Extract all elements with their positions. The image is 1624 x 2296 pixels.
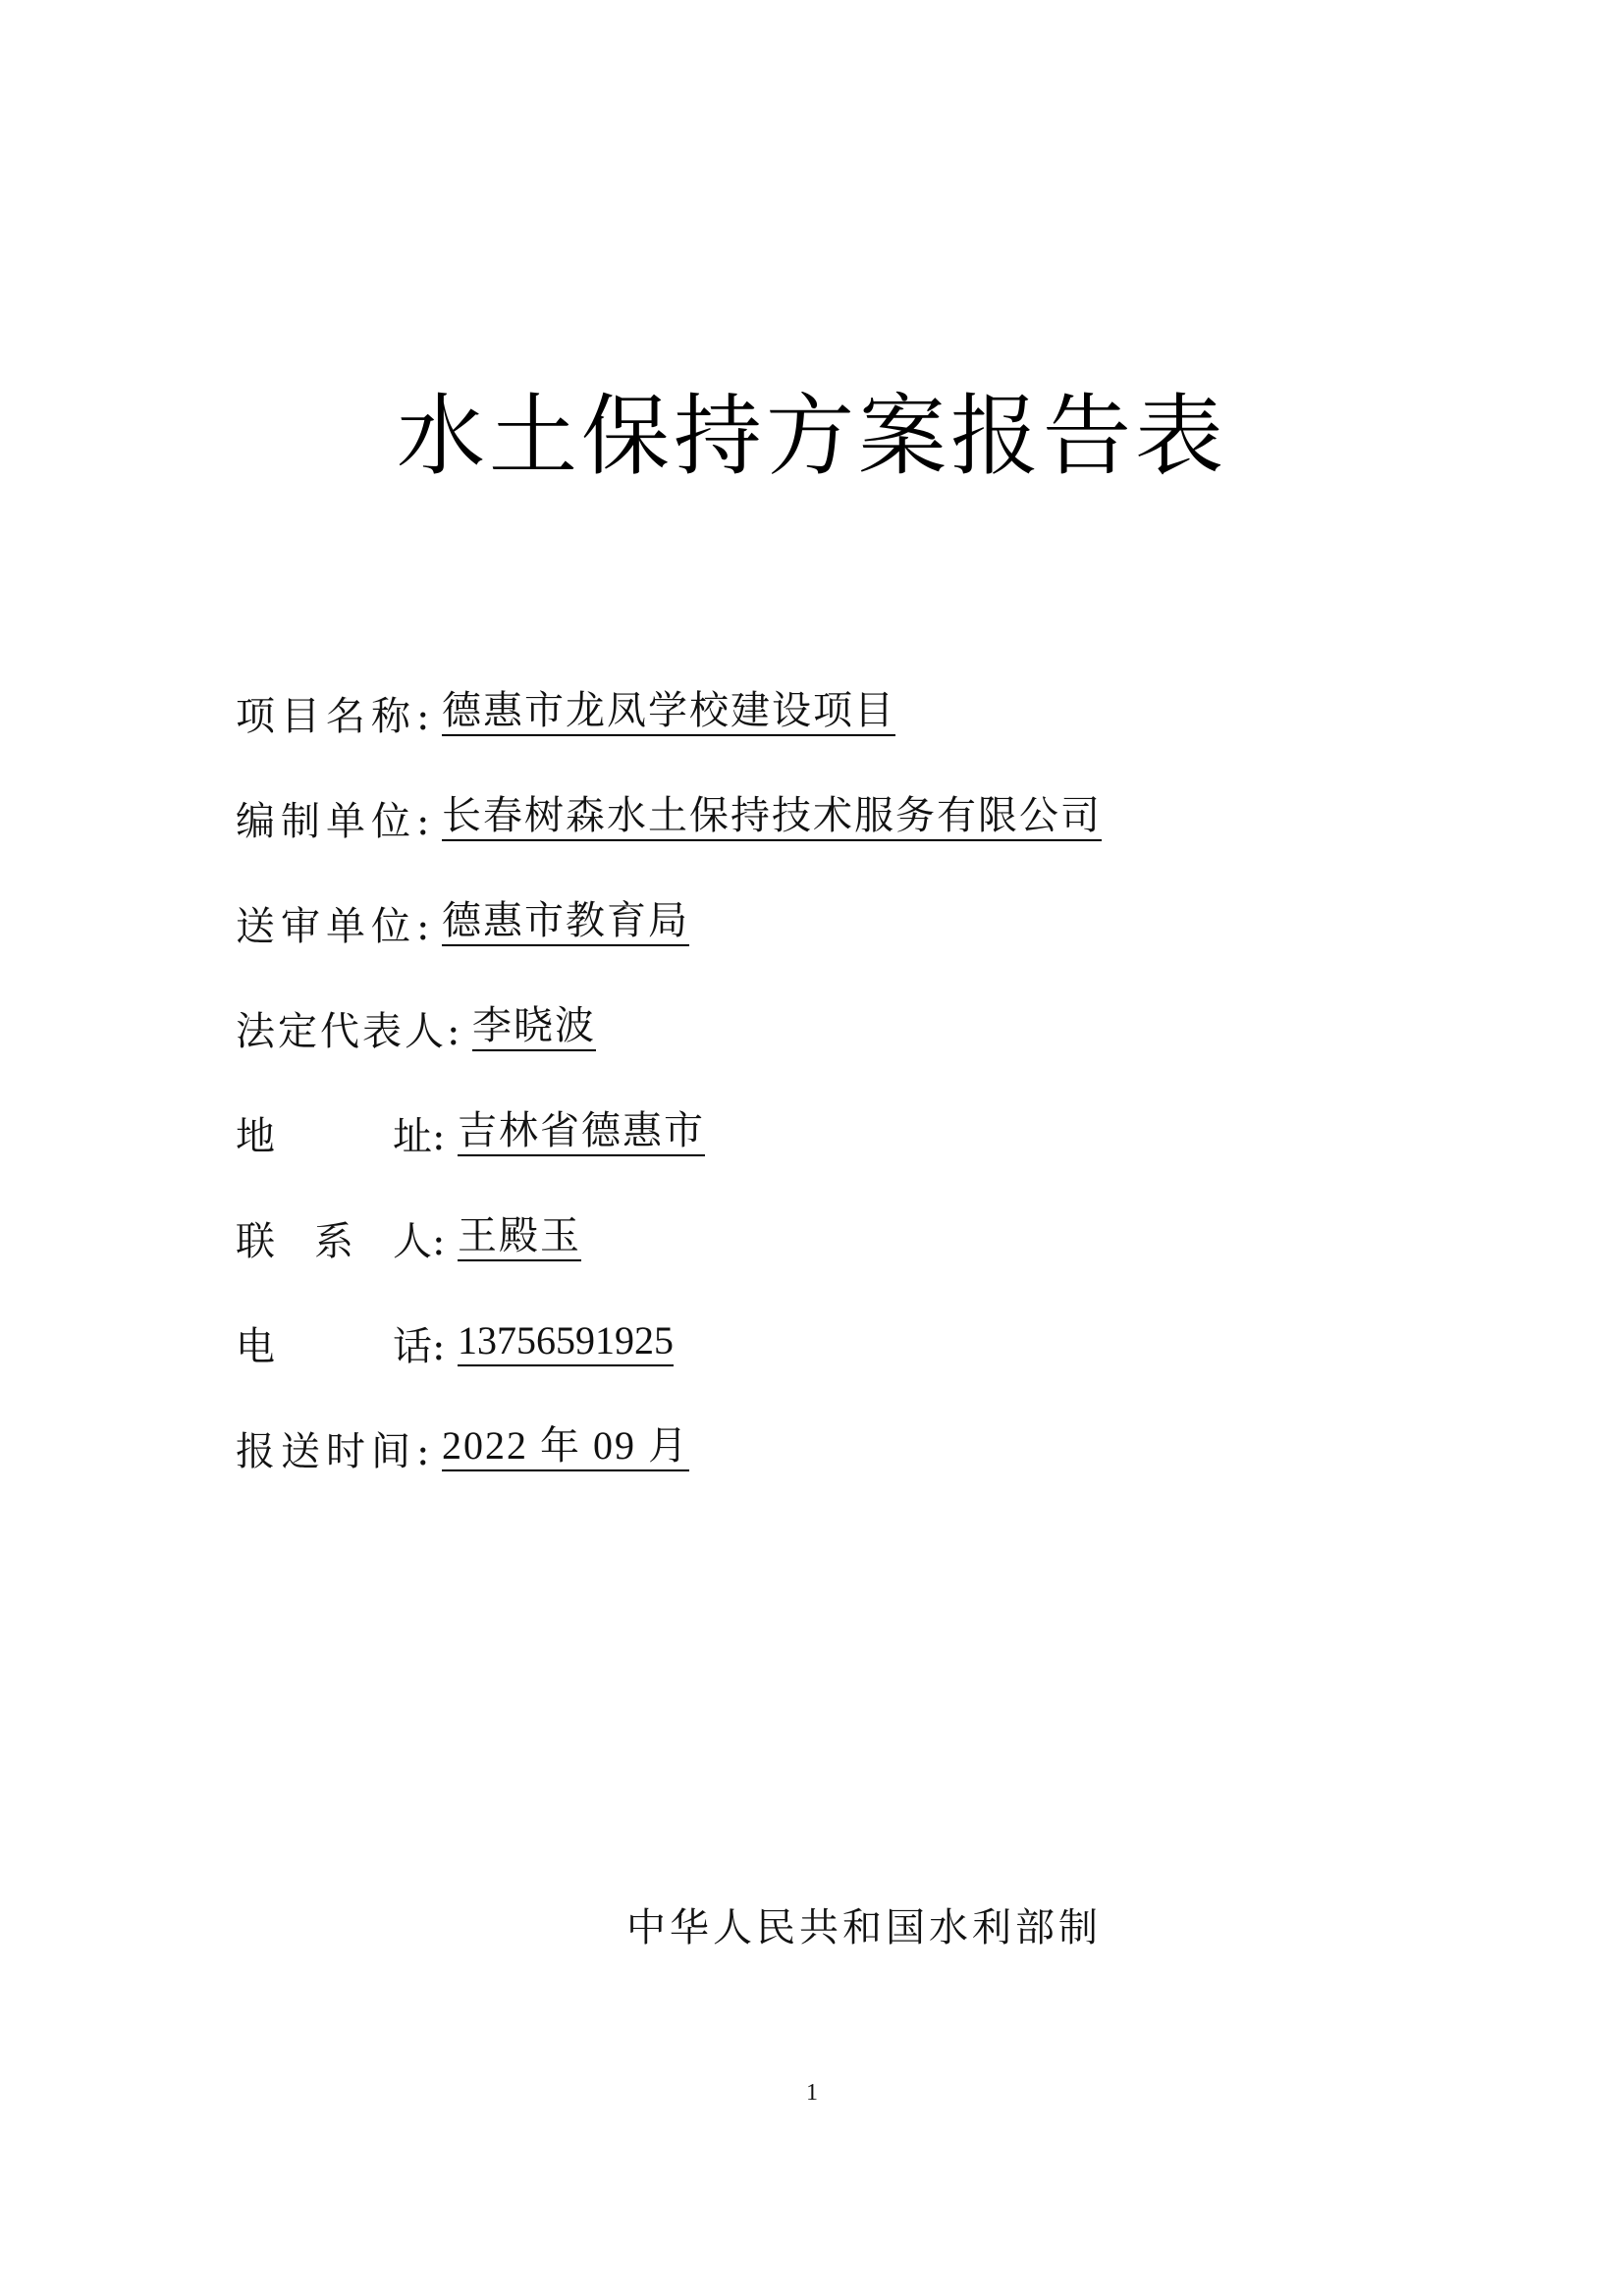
field-date [236, 1413, 689, 1474]
field-value: 13756591925 [458, 1321, 674, 1366]
document-title: 水土保持方案报告表 [397, 385, 1227, 488]
field-colon: : [416, 904, 430, 949]
field-colon: : [416, 1429, 430, 1474]
field-value: 德惠市教育局 [442, 901, 689, 946]
label-char: 系 [314, 1219, 353, 1264]
page-number: 1 [806, 2080, 818, 2106]
label-char: 址 [393, 1114, 432, 1159]
field-label: 法定代表人 [236, 1009, 447, 1054]
label-char: 话 [393, 1324, 432, 1369]
field-value: 德惠市龙凤学校建设项目 [442, 691, 895, 736]
field-label [236, 1114, 432, 1159]
field-value: 2022 年 09 月 [442, 1426, 689, 1471]
field-value: 王殿玉 [458, 1216, 581, 1261]
field-label: 编制单位 [236, 799, 416, 844]
field-label: 报送时间 [236, 1429, 416, 1474]
field-submitter [236, 887, 689, 949]
field-label: 送审单位 [236, 904, 416, 949]
field-colon: : [447, 1009, 460, 1054]
field-legal-rep [236, 992, 596, 1054]
field-colon: : [432, 1219, 446, 1264]
field-compiler [236, 782, 1102, 844]
label-char: 地 [236, 1114, 275, 1159]
field-value: 李晓波 [472, 1006, 596, 1051]
field-colon: : [416, 799, 430, 844]
field-colon: : [416, 694, 430, 739]
issuing-authority: 中华人民共和国水利部制 [626, 1905, 1102, 1950]
field-colon: : [432, 1324, 446, 1369]
field-phone [236, 1308, 674, 1369]
field-address [236, 1097, 705, 1159]
field-contact [236, 1202, 581, 1264]
label-char: 联 [236, 1219, 275, 1264]
field-value: 吉林省德惠市 [458, 1111, 705, 1156]
label-char: 人 [393, 1219, 432, 1264]
label-char: 电 [236, 1324, 275, 1369]
field-value: 长春树森水土保持技术服务有限公司 [442, 796, 1102, 841]
field-label: 项目名称 [236, 694, 416, 739]
field-project-name [236, 677, 895, 739]
field-label [236, 1219, 432, 1264]
field-label [236, 1324, 432, 1369]
field-colon: : [432, 1114, 446, 1159]
